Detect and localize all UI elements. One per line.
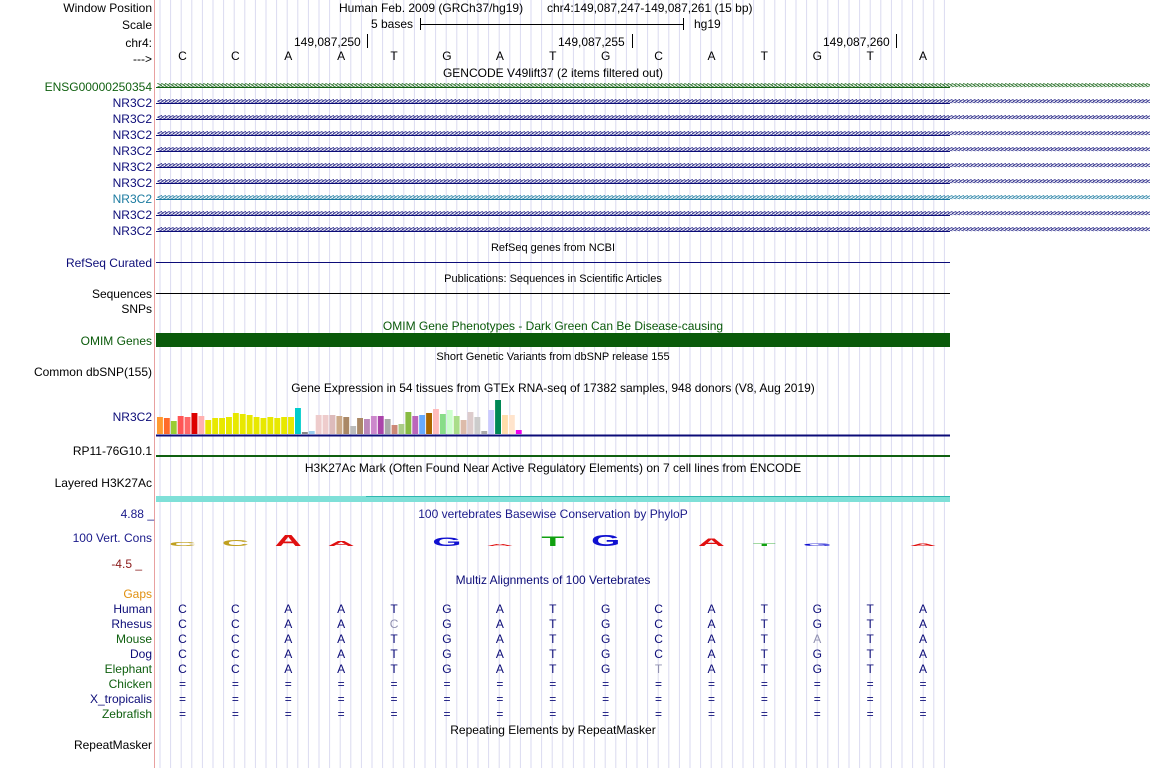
aligned-base: A — [813, 632, 822, 646]
gtex-tissue-bar[interactable] — [205, 420, 211, 434]
phylop-logo-letter: A — [909, 542, 937, 547]
scale-text: 5 bases — [371, 17, 414, 31]
refseq-track-label[interactable]: RefSeq Curated — [65, 256, 152, 270]
aligned-base: = — [284, 707, 292, 721]
gaps-label[interactable]: Gaps — [123, 587, 152, 601]
chrom-label: chr4: — [125, 36, 152, 50]
aligned-base: = — [337, 677, 345, 691]
aligned-base: C — [178, 662, 187, 676]
gtex-tissue-bar[interactable] — [233, 413, 239, 434]
gencode-transcript-label[interactable]: NR3C2 — [112, 144, 152, 158]
phylop-logo-letter: G — [432, 535, 462, 549]
aligned-base: T — [866, 662, 874, 676]
gencode-transcript-label[interactable]: NR3C2 — [112, 96, 152, 110]
reference-base: G — [600, 49, 611, 63]
aligned-base: C — [654, 632, 663, 646]
aligned-base: C — [654, 617, 663, 631]
aligned-base: = — [707, 692, 715, 706]
aligned-base: A — [284, 602, 293, 616]
aligned-base: = — [443, 677, 451, 691]
snps-label[interactable]: SNPs — [121, 302, 152, 316]
aligned-base: G — [600, 617, 611, 631]
aligned-base: = — [549, 677, 557, 691]
aligned-base: G — [600, 647, 611, 661]
reference-base: C — [231, 49, 240, 63]
aligned-base: G — [600, 632, 611, 646]
aligned-base: A — [284, 662, 293, 676]
gtex-tissue-bar[interactable] — [212, 418, 218, 434]
aligned-base: = — [655, 692, 663, 706]
phylop-logo-letter: A — [486, 543, 514, 547]
ruler-tick-label: 149,087,260 — [823, 35, 890, 49]
repeatmasker-track-title: Repeating Elements by RepeatMasker — [450, 723, 656, 737]
aligned-base: T — [390, 662, 398, 676]
gtex-tissue-bar[interactable] — [281, 417, 287, 434]
gtex-tissue-bar[interactable] — [295, 408, 301, 434]
reference-base: A — [919, 49, 928, 63]
species-label[interactable]: Rhesus — [111, 617, 152, 631]
gencode-strand-arrows: <<<<<<<<<<<<<<<<<<<<<<<<<<<<<<<<<<<<<<<<<<<<<<<<<<<<<<<<<<<<<<<<<<<<<<<<<<<<<<<<<<<<<<<<<<<<<<<<<<<<<<<<<<<<<<<<<<<<<<<<<<<<<<<<<<<<<<<<<<<<<<<<<<<<<<<<<<<<<<<<<<<<<<<<<<<<<<<<<<<<<<<<<<<<<<<<<<<<<<<<<<<<<<<<<<<<<<<<<<<<<<<<<<<<<<<<<<<<<<<<<<<<<<<<<<<<<<<<<<<< — [157, 225, 1150, 235]
aligned-base: G — [812, 617, 822, 631]
aligned-base: = — [813, 677, 821, 691]
ruler-tick — [896, 34, 897, 48]
gtex-tissue-bar[interactable] — [419, 415, 425, 434]
phylop-logo-letter: C — [221, 537, 249, 548]
gtex-tissue-bar[interactable] — [343, 417, 349, 434]
aligned-base: C — [178, 647, 187, 661]
aligned-base: = — [231, 692, 239, 706]
aligned-base: = — [866, 692, 874, 706]
aligned-base: = — [760, 707, 768, 721]
window-position-label: Window Position — [63, 1, 152, 15]
ruler-tick-label: 149,087,255 — [558, 35, 625, 49]
aligned-base: = — [707, 707, 715, 721]
aligned-base: C — [231, 647, 240, 661]
aligned-base: = — [919, 677, 927, 691]
phylop-logo-letter: A — [327, 539, 355, 548]
gtex-tissue-bar[interactable] — [516, 430, 522, 434]
gencode-strand-arrows: <<<<<<<<<<<<<<<<<<<<<<<<<<<<<<<<<<<<<<<<<<<<<<<<<<<<<<<<<<<<<<<<<<<<<<<<<<<<<<<<<<<<<<<<<<<<<<<<<<<<<<<<<<<<<<<<<<<<<<<<<<<<<<<<<<<<<<<<<<<<<<<<<<<<<<<<<<<<<<<<<<<<<<<<<<<<<<<<<<<<<<<<<<<<<<<<<<<<<<<<<<<<<<<<<<<<<<<<<<<<<<<<<<<<<<<<<<<<<<<<<<<<<<<<<<<<<<<<<<<< — [157, 193, 1150, 203]
aligned-base: G — [600, 662, 611, 676]
aligned-base: A — [919, 617, 928, 631]
aligned-base: = — [602, 707, 610, 721]
aligned-base: = — [443, 692, 451, 706]
gencode-transcript-label[interactable]: NR3C2 — [112, 112, 152, 126]
gtex-tissue-bar[interactable] — [488, 410, 494, 434]
dbsnp-track-title: Short Genetic Variants from dbSNP release 155 — [436, 351, 670, 363]
aligned-base: = — [390, 677, 398, 691]
gtex-tissue-bar[interactable] — [385, 419, 391, 434]
species-label[interactable]: Zebrafish — [101, 707, 152, 721]
gtex-tissue-bar[interactable] — [336, 416, 342, 434]
aligned-base: = — [231, 677, 239, 691]
aligned-base: G — [442, 647, 452, 661]
gencode-strand-arrows: <<<<<<<<<<<<<<<<<<<<<<<<<<<<<<<<<<<<<<<<<<<<<<<<<<<<<<<<<<<<<<<<<<<<<<<<<<<<<<<<<<<<<<<<<<<<<<<<<<<<<<<<<<<<<<<<<<<<<<<<<<<<<<<<<<<<<<<<<<<<<<<<<<<<<<<<<<<<<<<<<<<<<<<<<<<<<<<<<<<<<<<<<<<<<<<<<<<<<<<<<<<<<<<<<<<<<<<<<<<<<<<<<<<<<<<<<<<<<<<<<<<<<<<<<<<<<<<<<<<< — [157, 129, 1150, 139]
gtex-tissue-bar[interactable] — [240, 414, 246, 434]
aligned-base: = — [602, 692, 610, 706]
phylop-logo-letter: A — [697, 536, 725, 549]
reference-base: A — [284, 49, 293, 63]
phylop-logo-letter: T — [541, 533, 565, 549]
ruler-tick — [367, 34, 368, 48]
species-label[interactable]: Dog — [129, 647, 152, 661]
phylop-logo-letter: C — [168, 540, 196, 548]
gtex-tissue-bar[interactable] — [171, 421, 177, 434]
aligned-base: = — [337, 707, 345, 721]
aligned-base: A — [495, 632, 504, 646]
publications-track-title: Publications: Sequences in Scientific Articles — [444, 273, 662, 285]
aligned-base: = — [655, 707, 663, 721]
gencode-strand-arrows: <<<<<<<<<<<<<<<<<<<<<<<<<<<<<<<<<<<<<<<<<<<<<<<<<<<<<<<<<<<<<<<<<<<<<<<<<<<<<<<<<<<<<<<<<<<<<<<<<<<<<<<<<<<<<<<<<<<<<<<<<<<<<<<<<<<<<<<<<<<<<<<<<<<<<<<<<<<<<<<<<<<<<<<<<<<<<<<<<<<<<<<<<<<<<<<<<<<<<<<<<<<<<<<<<<<<<<<<<<<<<<<<<<<<<<<<<<<<<<<<<<<<<<<<<<<<<<<<<<<< — [157, 209, 1150, 219]
aligned-base: C — [178, 602, 187, 616]
aligned-base: = — [655, 677, 663, 691]
aligned-base: A — [284, 617, 293, 631]
aligned-base: G — [812, 662, 822, 676]
aligned-base: C — [231, 602, 240, 616]
h3k27ac-track-title: H3K27Ac Mark (Often Found Near Active Regulatory Elements) on 7 cell lines from ENCODE — [304, 461, 802, 475]
gencode-strand-arrows: <<<<<<<<<<<<<<<<<<<<<<<<<<<<<<<<<<<<<<<<<<<<<<<<<<<<<<<<<<<<<<<<<<<<<<<<<<<<<<<<<<<<<<<<<<<<<<<<<<<<<<<<<<<<<<<<<<<<<<<<<<<<<<<<<<<<<<<<<<<<<<<<<<<<<<<<<<<<<<<<<<<<<<<<<<<<<<<<<<<<<<<<<<<<<<<<<<<<<<<<<<<<<<<<<<<<<<<<<<<<<<<<<<<<<<<<<<<<<<<<<<<<<<<<<<<<<<<<<<<< — [157, 145, 1150, 155]
aligned-base: A — [337, 602, 346, 616]
aligned-base: = — [337, 692, 345, 706]
aligned-base: A — [707, 602, 716, 616]
aligned-base: = — [178, 707, 186, 721]
gencode-transcript-label[interactable]: NR3C2 — [112, 208, 152, 222]
reference-base: G — [812, 49, 822, 63]
gtex-tissue-bar[interactable] — [192, 413, 198, 434]
publications-track-label[interactable]: Sequences — [91, 287, 152, 301]
aligned-base: C — [654, 602, 663, 616]
gtex-tissue-bar[interactable] — [495, 400, 501, 434]
gtex-tissue-bar[interactable] — [502, 415, 508, 434]
gtex-tissue-bar[interactable] — [316, 415, 322, 434]
aligned-base: A — [495, 647, 504, 661]
aligned-base: G — [442, 632, 452, 646]
aligned-base: A — [707, 647, 716, 661]
gtex-tissue-bar[interactable] — [509, 415, 515, 434]
gtex-tissue-bar[interactable] — [447, 410, 453, 434]
gtex-bar-chart[interactable] — [156, 395, 950, 437]
reference-base: T — [760, 49, 768, 63]
aligned-base: A — [707, 662, 716, 676]
strand-arrow-label: ---> — [133, 52, 152, 66]
reference-base: G — [442, 49, 452, 63]
omim-feature-bar[interactable] — [156, 333, 950, 347]
aligned-base: T — [390, 647, 398, 661]
aligned-base: = — [496, 692, 504, 706]
aligned-base: G — [442, 617, 452, 631]
aligned-base: A — [919, 662, 928, 676]
aligned-base: = — [866, 677, 874, 691]
gtex-tissue-bar[interactable] — [267, 417, 273, 434]
gtex-tissue-bar[interactable] — [481, 431, 487, 434]
gtex-tissue-bar[interactable] — [405, 412, 411, 434]
aligned-base: = — [496, 677, 504, 691]
aligned-base: T — [760, 632, 768, 646]
aligned-base: A — [337, 632, 346, 646]
phylop-track-title: 100 vertebrates Basewise Conservation by PhyloP — [418, 507, 688, 521]
gencode-transcript-label[interactable]: NR3C2 — [112, 128, 152, 142]
multiz-track-title: Multiz Alignments of 100 Vertebrates — [455, 573, 651, 587]
gencode-strand-arrows: <<<<<<<<<<<<<<<<<<<<<<<<<<<<<<<<<<<<<<<<<<<<<<<<<<<<<<<<<<<<<<<<<<<<<<<<<<<<<<<<<<<<<<<<<<<<<<<<<<<<<<<<<<<<<<<<<<<<<<<<<<<<<<<<<<<<<<<<<<<<<<<<<<<<<<<<<<<<<<<<<<<<<<<<<<<<<<<<<<<<<<<<<<<<<<<<<<<<<<<<<<<<<<<<<<<<<<<<<<<<<<<<<<<<<<<<<<<<<<<<<<<<<<<<<<<<<<<<<<<< — [157, 97, 1150, 107]
omim-track-title: OMIM Gene Phenotypes - Dark Green Can Be Disease-causing — [382, 319, 724, 333]
aligned-base: A — [337, 662, 346, 676]
aligned-base: T — [549, 617, 557, 631]
aligned-base: A — [337, 647, 346, 661]
aligned-base: C — [654, 647, 663, 661]
aligned-base: = — [813, 692, 821, 706]
gtex-tissue-bar[interactable] — [254, 417, 260, 434]
aligned-base: G — [600, 602, 611, 616]
gtex-tissue-bar[interactable] — [261, 418, 267, 434]
repeatmasker-track-label[interactable]: RepeatMasker — [73, 738, 152, 752]
aligned-base: = — [284, 692, 292, 706]
gencode-strand-arrows: <<<<<<<<<<<<<<<<<<<<<<<<<<<<<<<<<<<<<<<<<<<<<<<<<<<<<<<<<<<<<<<<<<<<<<<<<<<<<<<<<<<<<<<<<<<<<<<<<<<<<<<<<<<<<<<<<<<<<<<<<<<<<<<<<<<<<<<<<<<<<<<<<<<<<<<<<<<<<<<<<<<<<<<<<<<<<<<<<<<<<<<<<<<<<<<<<<<<<<<<<<<<<<<<<<<<<<<<<<<<<<<<<<<<<<<<<<<<<<<<<<<<<<<<<<<<<<<<<<<< — [157, 113, 1150, 123]
aligned-base: C — [231, 662, 240, 676]
species-label[interactable]: Chicken — [108, 677, 152, 691]
scale-label: Scale — [121, 18, 152, 32]
phylop-max-label: 4.88 _ — [120, 507, 154, 521]
aligned-base: C — [231, 632, 240, 646]
reference-base: T — [390, 49, 398, 63]
aligned-base: = — [496, 707, 504, 721]
gtex-tissue-bar[interactable] — [302, 432, 308, 434]
gencode-transcript-label[interactable]: NR3C2 — [112, 192, 152, 206]
aligned-base: T — [760, 647, 768, 661]
dbsnp-track-label[interactable]: Common dbSNP(155) — [33, 365, 152, 379]
aligned-base: T — [866, 647, 874, 661]
aligned-base: T — [549, 632, 557, 646]
aligned-base: = — [178, 677, 186, 691]
scale-bar — [420, 18, 684, 30]
phylop-logo — [156, 530, 950, 552]
phylop-logo-letter: G — [591, 532, 621, 550]
aligned-base: = — [390, 707, 398, 721]
aligned-base: A — [707, 617, 716, 631]
aligned-base: T — [866, 602, 874, 616]
aligned-base: = — [178, 692, 186, 706]
rp11-track-line — [156, 455, 950, 457]
gtex-tissue-bar[interactable] — [288, 417, 294, 434]
aligned-base: T — [760, 617, 768, 631]
aligned-base: A — [495, 602, 504, 616]
aligned-base: A — [495, 617, 504, 631]
gtex-tissue-bar[interactable] — [247, 415, 253, 434]
gtex-tissue-bar[interactable] — [164, 418, 170, 434]
aligned-base: = — [760, 692, 768, 706]
publications-track-line — [156, 293, 950, 294]
phylop-track-label[interactable]: 100 Vert. Cons — [72, 531, 152, 545]
reference-base: T — [866, 49, 874, 63]
gtex-tissue-bar[interactable] — [157, 417, 163, 434]
phylop-logo-letter: A — [274, 532, 302, 550]
phylop-logo-letter: T — [752, 542, 776, 547]
gtex-tissue-bar[interactable] — [392, 425, 398, 434]
aligned-base: T — [549, 602, 557, 616]
aligned-base: T — [549, 662, 557, 676]
reference-base: C — [654, 49, 663, 63]
gencode-strand-arrows: <<<<<<<<<<<<<<<<<<<<<<<<<<<<<<<<<<<<<<<<<<<<<<<<<<<<<<<<<<<<<<<<<<<<<<<<<<<<<<<<<<<<<<<<<<<<<<<<<<<<<<<<<<<<<<<<<<<<<<<<<<<<<<<<<<<<<<<<<<<<<<<<<<<<<<<<<<<<<<<<<<<<<<<<<<<<<<<<<<<<<<<<<<<<<<<<<<<<<<<<<<<<<<<<<<<<<<<<<<<<<<<<<<<<<<<<<<<<<<<<<<<<<<<<<<<<<<<<<<<< — [157, 161, 1150, 171]
gtex-tissue-bar[interactable] — [198, 416, 204, 434]
aligned-base: = — [760, 677, 768, 691]
ruler-tick-label: 149,087,250 — [294, 35, 361, 49]
gtex-track-label[interactable]: NR3C2 — [112, 410, 152, 424]
aligned-base: G — [442, 662, 452, 676]
assembly-title: Human Feb. 2009 (GRCh37/hg19) — [339, 1, 524, 15]
aligned-base: A — [337, 617, 346, 631]
aligned-base: A — [919, 647, 928, 661]
aligned-base: C — [231, 617, 240, 631]
aligned-base: G — [812, 647, 822, 661]
reference-base: T — [549, 49, 557, 63]
aligned-base: T — [390, 602, 398, 616]
gtex-tissue-bar[interactable] — [350, 426, 356, 434]
species-label[interactable]: Elephant — [104, 662, 152, 676]
aligned-base: = — [549, 692, 557, 706]
aligned-base: = — [231, 707, 239, 721]
aligned-base: C — [178, 617, 187, 631]
phylop-min-label: -4.5 _ — [111, 557, 142, 571]
gencode-transcript-label[interactable]: NR3C2 — [112, 224, 152, 238]
reference-base: A — [337, 49, 346, 63]
gtex-tissue-bar[interactable] — [468, 412, 474, 434]
aligned-base: A — [284, 632, 293, 646]
position-title[interactable]: chr4:149,087,247-149,087,261 (15 bp) — [547, 1, 753, 15]
gtex-tissue-bar[interactable] — [454, 416, 460, 434]
species-label[interactable]: X_tropicalis — [89, 692, 152, 706]
aligned-base: T — [760, 662, 768, 676]
gtex-tissue-bar[interactable] — [440, 414, 446, 434]
aligned-base: A — [495, 662, 504, 676]
aligned-base: A — [919, 602, 928, 616]
gencode-strand-arrows: >>>>>>>>>>>>>>>>>>>>>>>>>>>>>>>>>>>>>>>>>>>>>>>>>>>>>>>>>>>>>>>>>>>>>>>>>>>>>>>>>>>>>>>>>>>>>>>>>>>>>>>>>>>>>>>>>>>>>>>>>>>>>>>>>>>>>>>>>>>>>>>>>>>>>>>>>>>>>>>>>>>>>>>>>>>>>>>>>>>>>>>>>>>>>>>>>>>>>>>>>>>>>>>>>>>>>>>>>>>>>>>>>>>>>>>>>>>>>>>>>>>>>>>>>>>>>>>>>>>> — [157, 81, 1150, 91]
h3k27ac-track-label[interactable]: Layered H3K27Ac — [54, 476, 152, 490]
gtex-tissue-bar[interactable] — [323, 415, 329, 434]
gtex-tissue-bar[interactable] — [399, 424, 405, 434]
gtex-tissue-bar[interactable] — [274, 418, 280, 434]
gtex-tissue-bar[interactable] — [185, 417, 191, 434]
aligned-base: = — [919, 707, 927, 721]
aligned-base: G — [442, 602, 452, 616]
aligned-base: = — [549, 707, 557, 721]
rp11-track-label[interactable]: RP11-76G10.1 — [72, 444, 152, 458]
refseq-track-title: RefSeq genes from NCBI — [490, 242, 616, 254]
aligned-base: T — [760, 602, 768, 616]
aligned-base: T — [866, 632, 874, 646]
aligned-base: G — [812, 602, 822, 616]
aligned-base: = — [284, 677, 292, 691]
gtex-tissue-bar[interactable] — [433, 409, 439, 434]
gencode-transcript-label[interactable]: ENSG00000250354 — [44, 80, 152, 94]
species-label[interactable]: Human — [113, 602, 152, 616]
db-label: hg19 — [694, 17, 721, 31]
aligned-base: A — [284, 647, 293, 661]
gtex-tissue-bar[interactable] — [357, 418, 363, 434]
aligned-base: = — [707, 677, 715, 691]
gencode-transcript-label[interactable]: NR3C2 — [112, 160, 152, 174]
aligned-base: = — [602, 677, 610, 691]
gtex-tissue-bar[interactable] — [378, 416, 384, 434]
gtex-tissue-bar[interactable] — [309, 431, 315, 434]
aligned-base: = — [813, 707, 821, 721]
phylop-logo-letter: G — [802, 542, 832, 547]
species-label[interactable]: Mouse — [115, 632, 152, 646]
gtex-tissue-bar[interactable] — [330, 415, 336, 434]
aligned-base: A — [707, 632, 716, 646]
aligned-base: T — [549, 647, 557, 661]
label-divider — [154, 0, 155, 768]
gtex-tissue-bar[interactable] — [371, 416, 377, 434]
gtex-track-title: Gene Expression in 54 tissues from GTEx RNA-seq of 17382 samples, 948 donors (V8, Aug 2019) — [291, 381, 815, 395]
aligned-base: T — [654, 662, 663, 676]
aligned-base: C — [178, 632, 187, 646]
gencode-track-title: GENCODE V49lift37 (2 items filtered out) — [442, 66, 664, 80]
reference-base: C — [178, 49, 187, 63]
h3k27ac-signal-top — [366, 496, 950, 497]
aligned-base: = — [919, 692, 927, 706]
aligned-base: A — [919, 632, 928, 646]
ruler-tick — [632, 34, 633, 48]
omim-track-label[interactable]: OMIM Genes — [80, 334, 152, 348]
gtex-tissue-bar[interactable] — [219, 418, 225, 434]
reference-base: A — [707, 49, 716, 63]
reference-base: A — [495, 49, 504, 63]
gtex-tissue-bar[interactable] — [226, 417, 232, 434]
aligned-base: = — [390, 692, 398, 706]
aligned-base: = — [866, 707, 874, 721]
aligned-base: C — [389, 617, 399, 631]
aligned-base: T — [390, 632, 398, 646]
aligned-base: = — [443, 707, 451, 721]
gencode-strand-arrows: <<<<<<<<<<<<<<<<<<<<<<<<<<<<<<<<<<<<<<<<<<<<<<<<<<<<<<<<<<<<<<<<<<<<<<<<<<<<<<<<<<<<<<<<<<<<<<<<<<<<<<<<<<<<<<<<<<<<<<<<<<<<<<<<<<<<<<<<<<<<<<<<<<<<<<<<<<<<<<<<<<<<<<<<<<<<<<<<<<<<<<<<<<<<<<<<<<<<<<<<<<<<<<<<<<<<<<<<<<<<<<<<<<<<<<<<<<<<<<<<<<<<<<<<<<<<<<<<<<<< — [157, 177, 1150, 187]
refseq-track-line — [156, 262, 950, 263]
gtex-tissue-bar[interactable] — [364, 419, 370, 434]
gtex-tissue-bar[interactable] — [426, 413, 432, 434]
gencode-transcript-label[interactable]: NR3C2 — [112, 176, 152, 190]
gtex-tissue-bar[interactable] — [461, 420, 467, 434]
gtex-tissue-bar[interactable] — [178, 416, 184, 434]
gtex-tissue-bar[interactable] — [412, 416, 418, 434]
aligned-base: T — [866, 617, 874, 631]
gtex-tissue-bar[interactable] — [474, 417, 480, 434]
